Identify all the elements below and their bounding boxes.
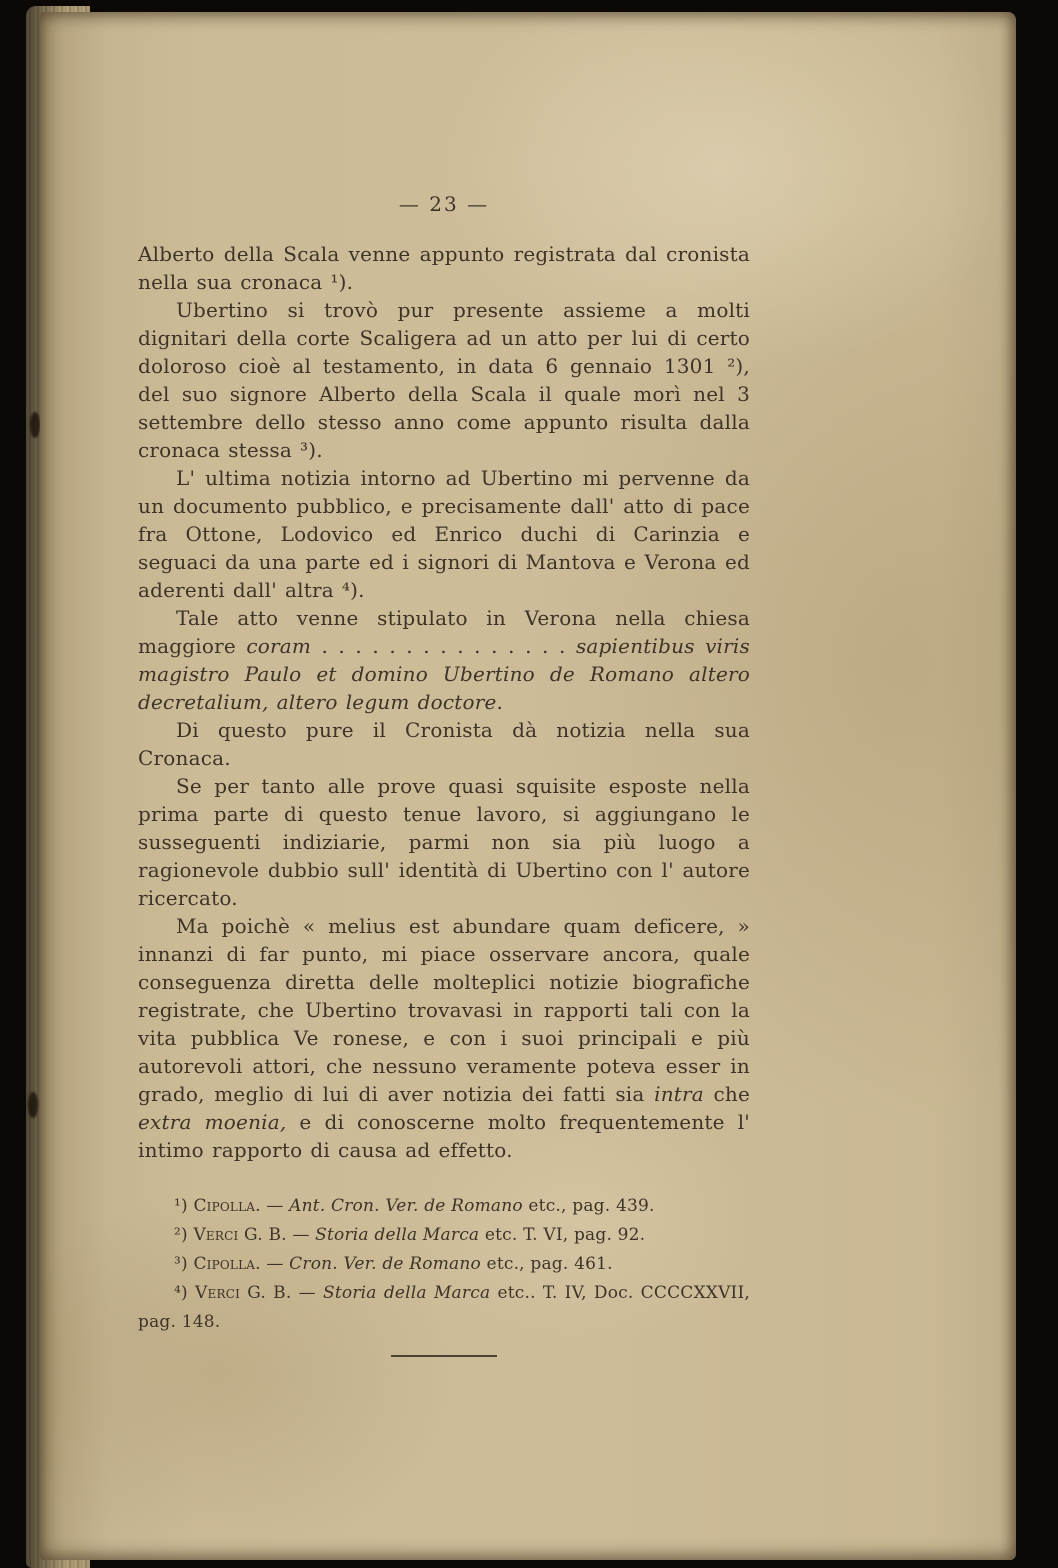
page-number: — 23 — bbox=[398, 192, 490, 216]
text-run: G. B. — bbox=[238, 1225, 316, 1245]
footnotes bbox=[138, 1192, 750, 1337]
italic-text: coram bbox=[246, 634, 312, 658]
smallcaps-text: Verci bbox=[193, 1225, 239, 1245]
page-text bbox=[138, 240, 750, 1164]
footnote bbox=[138, 1192, 750, 1221]
text-run: Di questo pure il Cronista dà notizia nella sua Cronaca. bbox=[138, 718, 750, 770]
text-run: Se per tanto alle prove quasi squisite esposte nella prima parte di questo tenue lavoro, si aggiungano le susseguenti indiziarie, parmi non sia più luogo a ragionevole dubbio sull' identità di Ubertino con l' autore ricercato. bbox=[138, 774, 750, 910]
edge-mark bbox=[28, 1092, 38, 1118]
footnote bbox=[138, 1279, 750, 1337]
smallcaps-text: Verci bbox=[195, 1283, 241, 1303]
page-content bbox=[138, 190, 750, 1357]
paragraph bbox=[138, 716, 750, 772]
text-run: . . . . . . . . . . . . . . . bbox=[311, 634, 576, 658]
paragraph bbox=[138, 604, 750, 716]
paragraph bbox=[138, 772, 750, 912]
text-run: Ma poichè « melius est abundare quam deficere, » innanzi di far punto, mi piace osservare ancora, quale conseguenza diretta delle molteplici notizie biografiche registrate, che Ubertino trovavasi in rapporti tali con la vita pubblica Ve ronese, e con i suoi principali e più autorevoli attori, che nessuno veramente poteva esser in grado, meglio di lui di aver notizia dei fatti sia bbox=[138, 914, 750, 1106]
text-run: etc.. T. IV, Doc. CCCCXXVII, pag. 148. bbox=[138, 1283, 750, 1332]
text-run: ²) bbox=[174, 1225, 194, 1245]
italic-text: Storia della Marca bbox=[315, 1225, 480, 1245]
text-run: etc., pag. 461. bbox=[480, 1254, 613, 1274]
paragraph bbox=[138, 296, 750, 464]
italic-text: intra bbox=[654, 1082, 704, 1106]
edge-mark bbox=[30, 412, 40, 438]
text-run: etc., pag. 439. bbox=[522, 1196, 655, 1216]
text-run: G. B. — bbox=[240, 1283, 324, 1303]
text-run: L' ultima notizia intorno ad Ubertino mi pervenne da un documento pubblico, e precisamente dall' atto di pace fra Ottone, Lodovico ed Enrico duchi di Carinzia e seguaci da una parte ed i signori di Mantova e Verona ed aderenti dall' altra ⁴). bbox=[138, 466, 750, 602]
text-run: Ubertino si trovò pur presente assieme a molti dignitari della corte Scaligera ad un atto per lui di certo doloroso cioè al testamento, in data 6 gennaio 1301 ²), del suo signore Alberto della Scala il quale morì nel 3 settembre dello stesso anno come appunto risulta dalla cronaca stessa ³). bbox=[138, 298, 750, 462]
paragraph bbox=[138, 464, 750, 604]
end-rule bbox=[391, 1355, 497, 1357]
smallcaps-text: Cipolla. bbox=[193, 1254, 261, 1274]
italic-text: Storia della Marca bbox=[323, 1283, 491, 1303]
book-page bbox=[40, 12, 1016, 1560]
text-run: etc. T. VI, pag. 92. bbox=[479, 1225, 646, 1245]
text-run: ⁴) bbox=[174, 1283, 196, 1303]
text-run: Alberto della Scala venne appunto registrata dal cronista nella sua cronaca ¹). bbox=[138, 242, 750, 294]
text-run: Tale atto venne stipulato in Verona nella chiesa maggiore bbox=[138, 606, 750, 658]
paragraph bbox=[138, 912, 750, 1164]
text-run: — bbox=[260, 1254, 290, 1274]
text-run: e di conoscerne molto frequentemente l' intimo rapporto di causa ad effetto. bbox=[138, 1110, 750, 1162]
text-run: — bbox=[260, 1196, 290, 1216]
italic-text: extra moenia, bbox=[138, 1110, 287, 1134]
text-run: che bbox=[703, 1082, 750, 1106]
footnote bbox=[138, 1221, 750, 1250]
italic-text: Ant. Cron. Ver. de Romano bbox=[289, 1196, 523, 1216]
text-run: ¹) bbox=[174, 1196, 194, 1216]
text-run: ³) bbox=[174, 1254, 194, 1274]
paragraph bbox=[138, 240, 750, 296]
italic-text: sapientibus viris magistro Paulo et domino Ubertino de Romano altero decretalium, altero legum doctore. bbox=[138, 634, 750, 714]
smallcaps-text: Cipolla. bbox=[193, 1196, 261, 1216]
footnote bbox=[138, 1250, 750, 1279]
italic-text: Cron. Ver. de Romano bbox=[289, 1254, 481, 1274]
